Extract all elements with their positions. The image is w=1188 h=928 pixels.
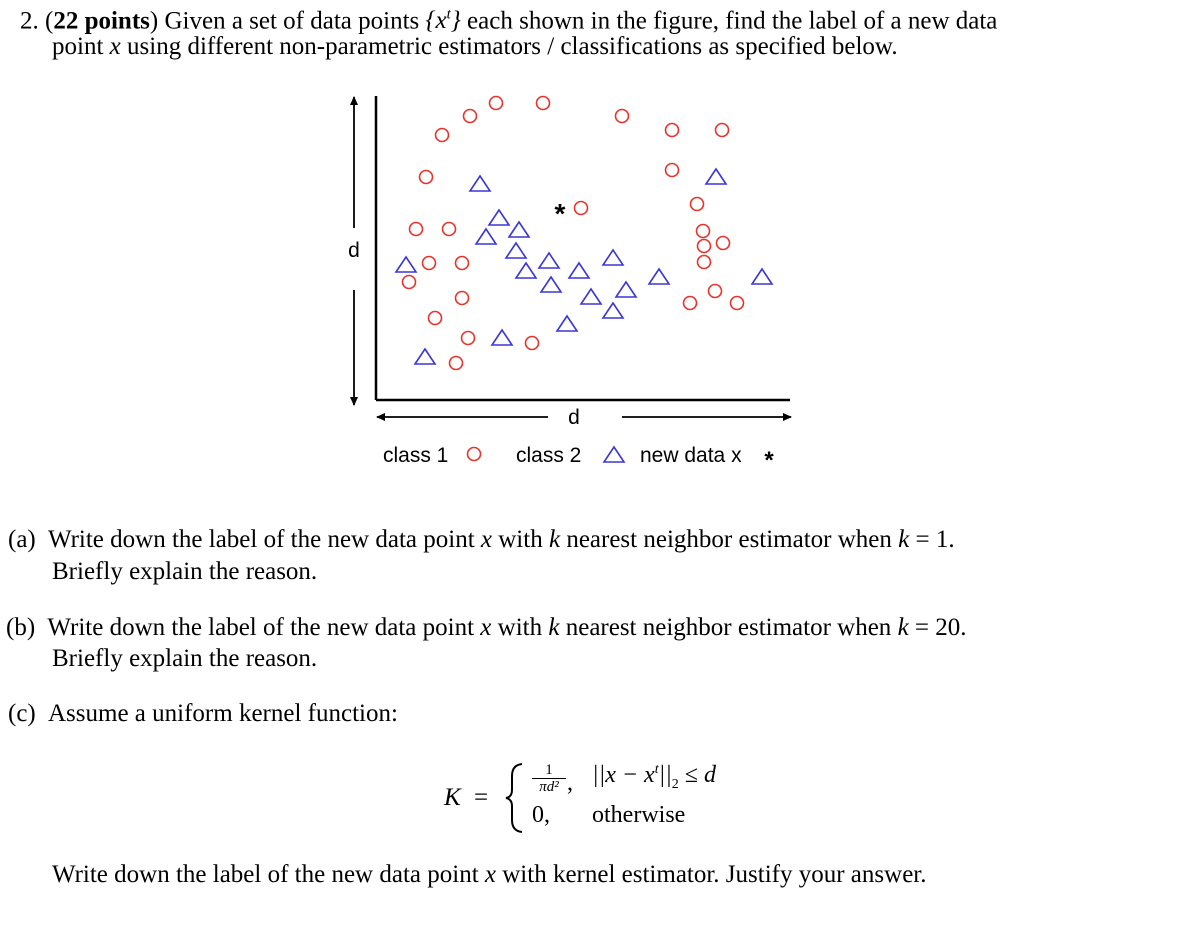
class1-circle-point	[490, 97, 503, 110]
set-notation: $\{x^t\}$	[425, 7, 461, 35]
part-c-line1: (c) Assume a uniform kernel function:	[8, 700, 398, 727]
class1-circle-point	[666, 164, 679, 177]
legend-star-icon: *	[764, 447, 774, 474]
class1-circle-point	[698, 240, 711, 253]
class2-triangle-point	[603, 303, 623, 318]
class2-triangle-point	[470, 176, 490, 191]
legend-class1-label: class 1	[383, 444, 449, 467]
class1-circle-point	[403, 276, 416, 289]
problem-header-line1: 2. (22 points) Given a set of data points $\{x^t\}$ each shown in the figure, find the label of a new data	[20, 7, 998, 35]
class1-circle-point	[731, 297, 744, 310]
class1-circle-point	[456, 257, 469, 270]
kernel-otherwise: otherwise	[592, 802, 686, 828]
part-a-line2: Briefly explain the reason.	[52, 558, 318, 585]
axis-label-x: d	[568, 406, 580, 429]
class1-circle-point	[666, 124, 679, 137]
new-data-star: *	[554, 198, 566, 229]
kernel-K: K	[444, 784, 461, 811]
kernel-condition: $||x - x^t||_2 \le d$	[592, 762, 716, 792]
class2-triangle-point	[569, 263, 589, 278]
class1-circle-point	[717, 237, 730, 250]
class1-circle-point	[423, 257, 436, 270]
class1-circle-point	[697, 225, 710, 238]
left-brace	[504, 762, 526, 834]
class2-triangle-point	[557, 316, 577, 331]
problem-text-2a: point	[52, 33, 104, 60]
kernel-equation: K = 1 πd² , $||x - x^t||_2 \le d$ 0, otherwise	[440, 760, 800, 835]
part-a-label: (a)	[8, 526, 36, 553]
class2-triangle-point	[752, 269, 772, 284]
problem-text-1b: each shown in the figure, find the label of a new data	[467, 7, 998, 35]
class1-circle-point	[698, 256, 711, 269]
axis-label-y: d	[348, 239, 360, 262]
class1-circle-point	[691, 198, 704, 211]
class2-triangle-point	[581, 289, 601, 304]
legend-class2-label: class 2	[516, 444, 582, 467]
class2-triangle-point	[489, 210, 509, 225]
legend-newdata-label: new data x	[640, 444, 742, 467]
part-b-label: (b)	[6, 614, 36, 641]
problem-number: 2.	[20, 7, 39, 35]
class1-circle-point	[450, 357, 463, 370]
class2-triangle-point	[539, 253, 559, 268]
class2-triangle-point	[476, 229, 496, 244]
class1-circle-point	[716, 124, 729, 137]
class2-triangle-point	[541, 277, 561, 292]
class1-points	[403, 97, 744, 370]
problem-text-1a: Given a set of data points	[164, 7, 420, 35]
class1-circle-point	[684, 297, 697, 310]
kernel-equals: =	[474, 784, 489, 811]
legend-circle-icon	[468, 448, 481, 461]
class2-triangle-point	[616, 282, 636, 297]
class1-circle-point	[462, 332, 475, 345]
class2-triangle-point	[603, 250, 623, 265]
class1-circle-point	[526, 337, 539, 350]
class1-circle-point	[456, 292, 469, 305]
part-b-line2: Briefly explain the reason.	[52, 645, 318, 672]
class2-triangle-point	[506, 243, 526, 258]
class2-triangle-point	[415, 349, 435, 364]
part-c-label: (c)	[8, 700, 36, 727]
part-a-line1: (a) Write down the label of the new data point x with k nearest neighbor estimator when k = 1.	[8, 526, 955, 553]
legend-triangle-icon	[604, 447, 624, 462]
legend	[383, 444, 774, 474]
class1-circle-point	[616, 110, 629, 123]
kernel-fraction: 1 πd²	[532, 762, 566, 796]
class1-circle-point	[410, 223, 423, 236]
class1-circle-point	[436, 129, 449, 142]
class1-circle-point	[420, 171, 433, 184]
problem-points: 22 points	[53, 7, 150, 35]
final-instruction: Write down the label of the new data point x with kernel estimator. Justify your answer.	[52, 861, 927, 888]
part-b-line1: (b) Write down the label of the new data point x with k nearest neighbor estimator when k = 20.	[6, 614, 967, 641]
class1-circle-point	[575, 202, 588, 215]
class1-circle-point	[443, 223, 456, 236]
class1-circle-point	[537, 97, 550, 110]
class1-circle-point	[709, 285, 722, 298]
class2-points	[396, 169, 772, 364]
class2-triangle-point	[492, 330, 512, 345]
kernel-zero: 0,	[532, 802, 550, 828]
class2-triangle-point	[509, 222, 529, 237]
class1-circle-point	[429, 312, 442, 325]
class2-triangle-point	[649, 269, 669, 284]
class2-triangle-point	[396, 257, 416, 272]
class1-circle-point	[464, 110, 477, 123]
class2-triangle-point	[516, 263, 536, 278]
class2-triangle-point	[706, 169, 726, 184]
var-x: x	[109, 33, 121, 60]
problem-text-2b: using different non-parametric estimators / classifications as specified below.	[127, 33, 898, 60]
